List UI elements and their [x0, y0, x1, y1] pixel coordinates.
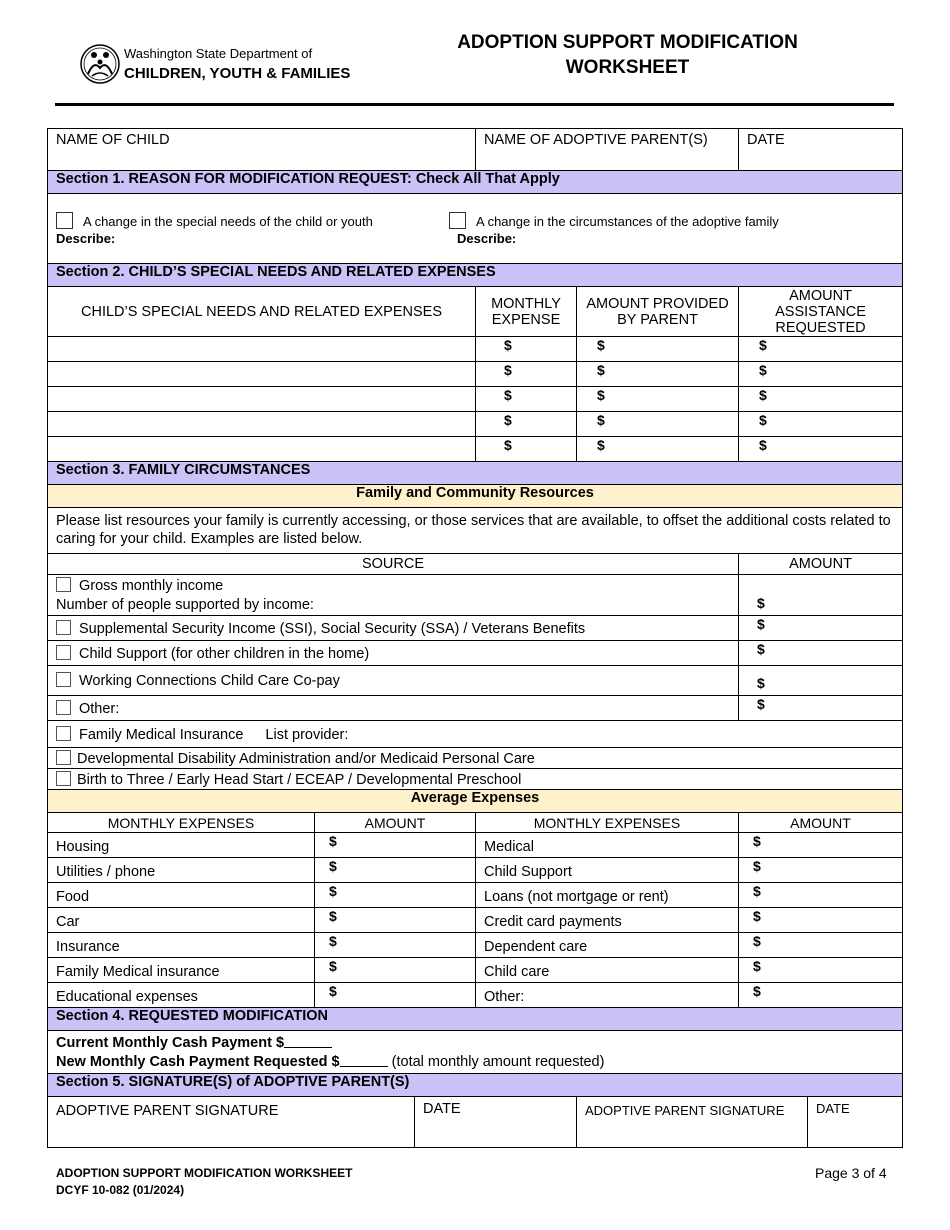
- family-medical-row: Family Medical Insurance List provider:: [48, 721, 903, 748]
- signature-date-2[interactable]: DATE: [816, 1101, 850, 1116]
- average-expense-row: [48, 858, 903, 883]
- family-circumstances-change-checkbox[interactable]: [449, 212, 466, 229]
- expense-label: Insurance: [48, 933, 315, 958]
- section2-header: Section 2. CHILD’S SPECIAL NEEDS AND RELATED EXPENSES: [48, 264, 903, 287]
- average-expense-row: [48, 983, 903, 1008]
- new-payment-label: New Monthly Cash Payment Requested $: [56, 1054, 340, 1070]
- describe-label-2: Describe:: [457, 231, 517, 246]
- special-needs-column-header: CHILD’S SPECIAL NEEDS AND RELATED EXPENSES: [48, 287, 476, 337]
- ssi-row: Supplemental Security Income (SSI), Social Security (SSA) / Veterans Benefits: [48, 616, 739, 641]
- assistance-requested-cell[interactable]: $: [739, 412, 903, 437]
- monthly-expense-cell[interactable]: $: [476, 387, 577, 412]
- expense-label: Credit card payments: [476, 908, 739, 933]
- adoptive-parent-name-field[interactable]: NAME OF ADOPTIVE PARENT(S): [476, 129, 739, 171]
- expense-amount[interactable]: $: [315, 908, 476, 933]
- title-line1: ADOPTION SUPPORT MODIFICATION: [457, 32, 798, 53]
- gross-income-amount[interactable]: $: [739, 575, 903, 616]
- worksheet-form: [47, 128, 903, 1148]
- gross-income-checkbox[interactable]: [56, 577, 71, 592]
- need-description-cell[interactable]: [48, 362, 476, 387]
- list-provider-label: List provider:: [265, 726, 349, 743]
- total-note: (total monthly amount requested): [391, 1054, 605, 1070]
- dda-row: Developmental Disability Administration and/or Medicaid Personal Care: [48, 748, 903, 769]
- page-number: Page 3 of 4: [815, 1165, 887, 1181]
- expense-row: [48, 362, 903, 387]
- ssi-amount[interactable]: $: [739, 616, 903, 641]
- assistance-requested-cell[interactable]: $: [739, 387, 903, 412]
- family-circumstances-change-label: A change in the circumstances of the adoptive family: [476, 214, 779, 229]
- wccc-checkbox[interactable]: [56, 672, 71, 687]
- footer-form-title: ADOPTION SUPPORT MODIFICATION WORKSHEET: [56, 1166, 353, 1180]
- monthly-expense-cell[interactable]: $: [476, 362, 577, 387]
- describe-label-1: Describe:: [56, 231, 116, 246]
- expense-amount[interactable]: $: [739, 883, 903, 908]
- signature-date-1[interactable]: DATE: [415, 1097, 577, 1148]
- monthly-expense-cell[interactable]: $: [476, 412, 577, 437]
- amount-by-parent-cell[interactable]: $: [577, 387, 739, 412]
- child-support-amount[interactable]: $: [739, 641, 903, 666]
- expense-amount[interactable]: $: [315, 833, 476, 858]
- other-resource-row: Other:: [48, 696, 739, 721]
- dda-checkbox[interactable]: [56, 750, 71, 765]
- child-support-row: Child Support (for other children in the home): [48, 641, 739, 666]
- expense-amount[interactable]: $: [315, 883, 476, 908]
- footer-form-number: DCYF 10-082 (01/2024): [56, 1183, 185, 1197]
- expense-label: Medical: [476, 833, 739, 858]
- org-name-line1: Washington State Department of: [124, 46, 313, 61]
- assistance-requested-column-header: AMOUNT ASSISTANCE REQUESTED: [739, 287, 903, 337]
- amount-column-header: AMOUNT: [739, 554, 903, 575]
- assistance-requested-cell[interactable]: $: [739, 337, 903, 362]
- amount-by-parent-cell[interactable]: $: [577, 437, 739, 462]
- expense-amount[interactable]: $: [315, 933, 476, 958]
- special-needs-change-checkbox[interactable]: [56, 212, 73, 229]
- monthly-expenses-header-left: MONTHLY EXPENSES: [48, 813, 315, 833]
- section1-reasons: [48, 194, 903, 264]
- expense-amount[interactable]: $: [739, 933, 903, 958]
- org-name-line2: CHILDREN, YOUTH & FAMILIES: [124, 65, 351, 82]
- expense-label: Food: [48, 883, 315, 908]
- expense-label: Car: [48, 908, 315, 933]
- expense-label: Housing: [48, 833, 315, 858]
- signature-field-2[interactable]: ADOPTIVE PARENT SIGNATURE: [577, 1097, 808, 1147]
- expense-amount[interactable]: $: [739, 833, 903, 858]
- special-needs-change-label: A change in the special needs of the child or youth: [83, 214, 373, 229]
- expense-label: Dependent care: [476, 933, 739, 958]
- family-medical-checkbox[interactable]: [56, 726, 71, 741]
- people-supported-label: Number of people supported by income:: [56, 597, 314, 613]
- monthly-expense-column-header: MONTHLY EXPENSE: [476, 287, 577, 337]
- monthly-expense-cell[interactable]: $: [476, 337, 577, 362]
- average-expenses-subheader: Average Expenses: [48, 790, 903, 813]
- need-description-cell[interactable]: [48, 412, 476, 437]
- dcyf-logo: [80, 40, 351, 88]
- header-divider: [55, 103, 894, 106]
- title-line2: WORKSHEET: [565, 57, 690, 78]
- assistance-requested-cell[interactable]: $: [739, 362, 903, 387]
- wccc-row: Working Connections Child Care Co-pay: [48, 666, 739, 696]
- section5-header: Section 5. SIGNATURE(S) of ADOPTIVE PARENT(S): [48, 1074, 903, 1097]
- birth-to-three-checkbox[interactable]: [56, 771, 71, 786]
- expense-label: Utilities / phone: [48, 858, 315, 883]
- other-resource-amount[interactable]: $: [739, 696, 903, 721]
- section1-header: Section 1. REASON FOR MODIFICATION REQUEST: Check All That Apply: [48, 171, 903, 194]
- expense-amount[interactable]: $: [739, 983, 903, 1008]
- amount-by-parent-cell[interactable]: $: [577, 337, 739, 362]
- ssi-checkbox[interactable]: [56, 620, 71, 635]
- expense-label: Other:: [476, 983, 739, 1008]
- expense-label: Child care: [476, 958, 739, 983]
- current-payment-input[interactable]: [284, 1034, 332, 1048]
- expense-row: [48, 337, 903, 362]
- expense-amount[interactable]: $: [739, 908, 903, 933]
- resources-subheader: Family and Community Resources: [48, 485, 903, 508]
- average-expense-row: [48, 883, 903, 908]
- signature-field-1[interactable]: ADOPTIVE PARENT SIGNATURE: [48, 1097, 415, 1148]
- requested-modification: [48, 1031, 903, 1074]
- expense-amount[interactable]: $: [739, 958, 903, 983]
- expense-label: Educational expenses: [48, 983, 315, 1008]
- wccc-amount[interactable]: $: [739, 666, 903, 696]
- date-field[interactable]: DATE: [739, 129, 903, 171]
- expense-amount[interactable]: $: [739, 858, 903, 883]
- monthly-expense-cell[interactable]: $: [476, 437, 577, 462]
- average-expense-row: [48, 833, 903, 858]
- expense-row: [48, 387, 903, 412]
- current-payment-label: Current Monthly Cash Payment $: [56, 1035, 285, 1051]
- need-description-cell[interactable]: [48, 337, 476, 362]
- gross-income-row: Gross monthly income Number of people supported by income:: [48, 575, 739, 616]
- expense-row: [48, 437, 903, 462]
- amount-by-parent-cell[interactable]: $: [577, 362, 739, 387]
- need-description-cell[interactable]: [48, 437, 476, 462]
- section3-header: Section 3. FAMILY CIRCUMSTANCES: [48, 462, 903, 485]
- expense-label: Loans (not mortgage or rent): [476, 883, 739, 908]
- average-expense-row: [48, 958, 903, 983]
- signature-block-2: [577, 1097, 903, 1148]
- resources-instructions: Please list resources your family is currently accessing, or those services that are available, to offset the additional costs related to caring for your child. Examples are listed below.: [48, 508, 903, 554]
- average-expense-row: [48, 908, 903, 933]
- expense-amount[interactable]: $: [315, 858, 476, 883]
- new-payment-input[interactable]: [340, 1053, 388, 1067]
- expense-row: [48, 412, 903, 437]
- amount-header-left: AMOUNT: [315, 813, 476, 833]
- expense-label: Child Support: [476, 858, 739, 883]
- birth-to-three-row: Birth to Three / Early Head Start / ECEAP / Developmental Preschool: [48, 769, 903, 790]
- expense-amount[interactable]: $: [315, 983, 476, 1008]
- assistance-requested-cell[interactable]: $: [739, 437, 903, 462]
- child-name-field[interactable]: NAME OF CHILD: [48, 129, 476, 171]
- expense-label: Family Medical insurance: [48, 958, 315, 983]
- page-title: [400, 30, 855, 80]
- amount-by-parent-cell[interactable]: $: [577, 412, 739, 437]
- families-logo-icon: [80, 40, 120, 86]
- need-description-cell[interactable]: [48, 387, 476, 412]
- source-column-header: SOURCE: [48, 554, 739, 575]
- average-expense-row: [48, 933, 903, 958]
- expense-amount[interactable]: $: [315, 958, 476, 983]
- amount-header-right: AMOUNT: [739, 813, 903, 833]
- other-resource-checkbox[interactable]: [56, 700, 71, 715]
- amount-by-parent-column-header: AMOUNT PROVIDED BY PARENT: [577, 287, 739, 337]
- child-support-checkbox[interactable]: [56, 645, 71, 660]
- monthly-expenses-header-right: MONTHLY EXPENSES: [476, 813, 739, 833]
- section4-header: Section 4. REQUESTED MODIFICATION: [48, 1008, 903, 1031]
